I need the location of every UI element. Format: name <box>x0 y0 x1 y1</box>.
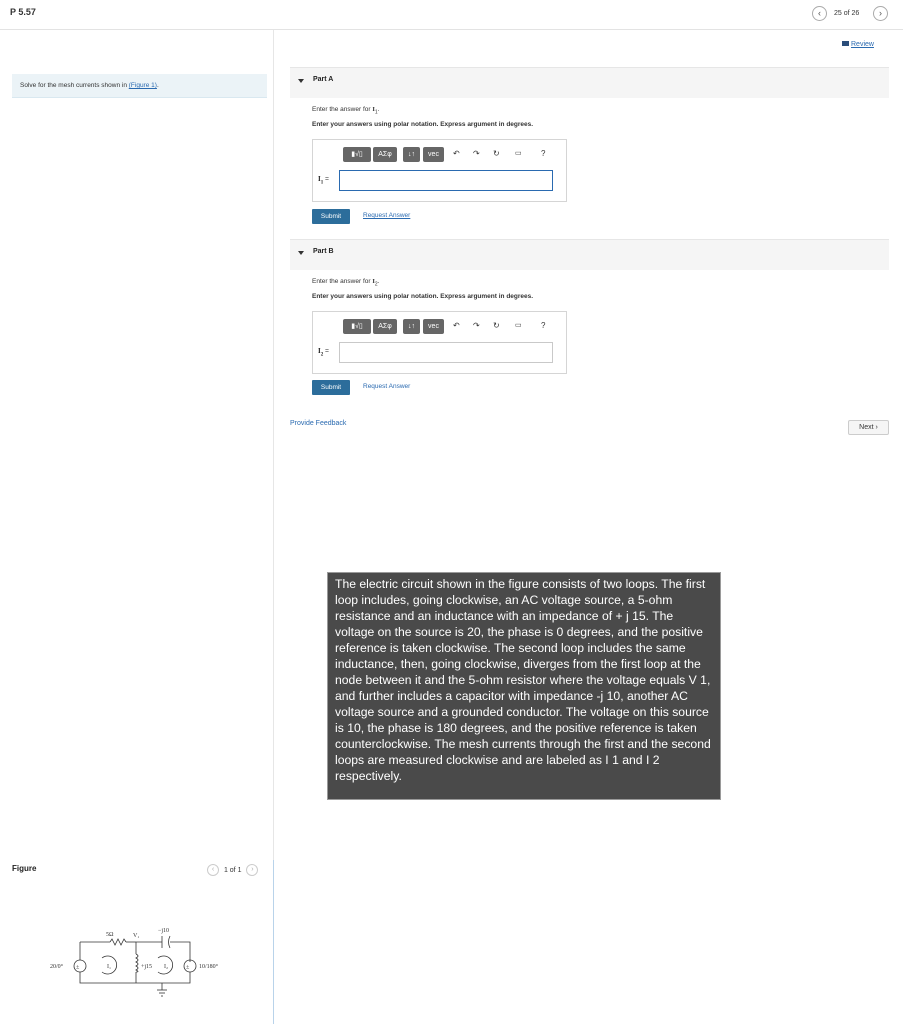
part-b-label: Part B <box>313 248 334 255</box>
resistor-label: 5Ω <box>106 932 114 938</box>
figure-pager <box>207 864 258 876</box>
keyboard-icon[interactable]: ▭ <box>515 322 522 329</box>
part-a-instruction: Enter your answers using polar notation. Express argument in degrees. <box>312 121 534 128</box>
next-button[interactable]: Next › <box>848 420 889 435</box>
circuit-diagram <box>40 920 240 1002</box>
greek-symbols-button[interactable]: ΑΣφ <box>373 147 397 162</box>
var-eq: = <box>324 175 329 183</box>
source2-plus-minus: ± <box>186 964 190 971</box>
var-letter: I <box>318 347 321 355</box>
part-b-header[interactable] <box>290 239 889 270</box>
part-b-submit-button[interactable]: Submit <box>312 380 350 395</box>
part-a-answer-box <box>312 139 567 202</box>
part-b-instruction: Enter your answers using polar notation. Express argument in degrees. <box>312 293 534 300</box>
figure-column-accent <box>273 860 274 1024</box>
part-b-answer-box <box>312 311 567 374</box>
redo-icon[interactable]: ↷ <box>473 149 480 158</box>
figure-heading: Figure <box>12 864 37 873</box>
part-a-request-answer-link[interactable]: Request Answer <box>363 212 411 219</box>
mesh1-label: I₁ <box>107 964 112 970</box>
collapse-triangle-icon <box>298 79 304 83</box>
prompt-text: Enter the answer for <box>312 106 373 113</box>
problem-text: Solve for the mesh currents shown in <box>20 82 129 89</box>
reset-icon[interactable]: ↻ <box>493 149 500 158</box>
review-book-icon <box>842 41 849 46</box>
wire-top-right-b <box>170 942 190 962</box>
var-sub: 1 <box>320 180 324 186</box>
part-a-answer-input[interactable] <box>339 170 553 191</box>
problem-statement <box>12 74 267 98</box>
item-counter: 25 of 26 <box>834 10 860 17</box>
chevron-right-icon: › <box>879 8 882 18</box>
prompt-var: I <box>372 278 375 285</box>
var-sub: 2 <box>320 352 324 358</box>
inductor-symbol <box>136 954 138 972</box>
inductor-label: +j15 <box>141 964 153 970</box>
part-b-prompt <box>312 278 379 287</box>
greek-symbols-button[interactable]: ΑΣφ <box>373 319 397 334</box>
prompt-text: Enter the answer for <box>312 278 373 285</box>
arrows-button[interactable]: ↓↑ <box>403 147 420 162</box>
chevron-left-icon: ‹ <box>211 866 215 873</box>
part-a-header[interactable] <box>290 67 889 98</box>
help-icon[interactable]: ? <box>541 149 546 158</box>
source1-plus-minus: ± <box>76 964 80 971</box>
undo-icon[interactable]: ↶ <box>453 149 460 158</box>
part-b-var-label <box>318 347 329 357</box>
reset-icon[interactable]: ↻ <box>493 321 500 330</box>
resistor-symbol <box>110 939 126 945</box>
figure-link[interactable]: (Figure 1) <box>128 82 157 89</box>
part-a-prompt <box>312 106 379 115</box>
node-label: V₁ <box>133 933 140 939</box>
figure-description-tooltip: The electric circuit shown in the figure consists of two loops. The first loop includes, going clockwise, an AC voltage source, a 5-ohm resistance and an inductance with an impedance of + j 15. The voltage on the source is 20, the phase is 0 degrees, and the positive reference is taken clockwise. The second loop includes the same inductance, then, going clockwise, diverges from the first loop at the node between it and the 5-ohm resistor where the voltage equals V 1, and further includes a capacitor with impedance -j 10, another AC voltage source and a grounded conductor. The voltage on this source is 10, the phase is 180 degrees, and the positive reference is taken counterclockwise. The mesh currents through the first and the second loops are measured clockwise and are labeled as I 1 and I 2 respectively. <box>327 572 721 800</box>
template-button[interactable]: ▮√▯ <box>343 319 371 334</box>
var-letter: I <box>318 175 321 183</box>
header-divider <box>0 29 903 30</box>
wire-bottom <box>80 972 190 983</box>
template-button[interactable]: ▮√▯ <box>343 147 371 162</box>
redo-icon[interactable]: ↷ <box>473 321 480 330</box>
keyboard-icon[interactable]: ▭ <box>515 150 522 157</box>
part-a-submit-button[interactable]: Submit <box>312 209 350 224</box>
part-a-label: Part A <box>313 76 334 83</box>
capacitor-plate-b <box>169 936 171 948</box>
part-b-answer-input[interactable] <box>339 342 553 363</box>
prev-item-button[interactable] <box>812 6 827 21</box>
prompt-suffix: . <box>377 106 380 113</box>
figure-page-count: 1 of 1 <box>223 866 242 874</box>
part-b-request-answer-link[interactable]: Request Answer <box>363 383 411 390</box>
vec-button[interactable]: vec <box>423 147 444 162</box>
provide-feedback-link[interactable]: Provide Feedback <box>290 420 347 427</box>
figure-prev-button[interactable] <box>207 864 219 876</box>
figure-next-button[interactable] <box>246 864 258 876</box>
undo-icon[interactable]: ↶ <box>453 321 460 330</box>
vec-button[interactable]: vec <box>423 319 444 334</box>
review-label: Review <box>851 41 874 48</box>
chevron-right-icon: › <box>251 866 254 873</box>
part-a-var-label <box>318 175 329 185</box>
prompt-sub: 2 <box>374 281 378 288</box>
page-title: P 5.57 <box>10 7 36 17</box>
help-icon[interactable]: ? <box>541 321 546 330</box>
source1-label: 20/0° <box>50 964 64 970</box>
capacitor-label: −j10 <box>158 928 170 934</box>
problem-suffix: . <box>156 82 159 89</box>
prompt-sub: 1 <box>374 109 378 116</box>
review-link[interactable] <box>842 41 874 48</box>
source2-label: 10/180° <box>199 964 219 970</box>
mesh2-label: I₂ <box>164 964 169 970</box>
prompt-suffix: . <box>377 278 380 285</box>
var-eq: = <box>324 347 329 355</box>
prompt-var: I <box>372 106 375 113</box>
collapse-triangle-icon <box>298 251 304 255</box>
arrows-button[interactable]: ↓↑ <box>403 319 420 334</box>
chevron-left-icon: ‹ <box>818 8 821 18</box>
next-item-button[interactable] <box>873 6 888 21</box>
